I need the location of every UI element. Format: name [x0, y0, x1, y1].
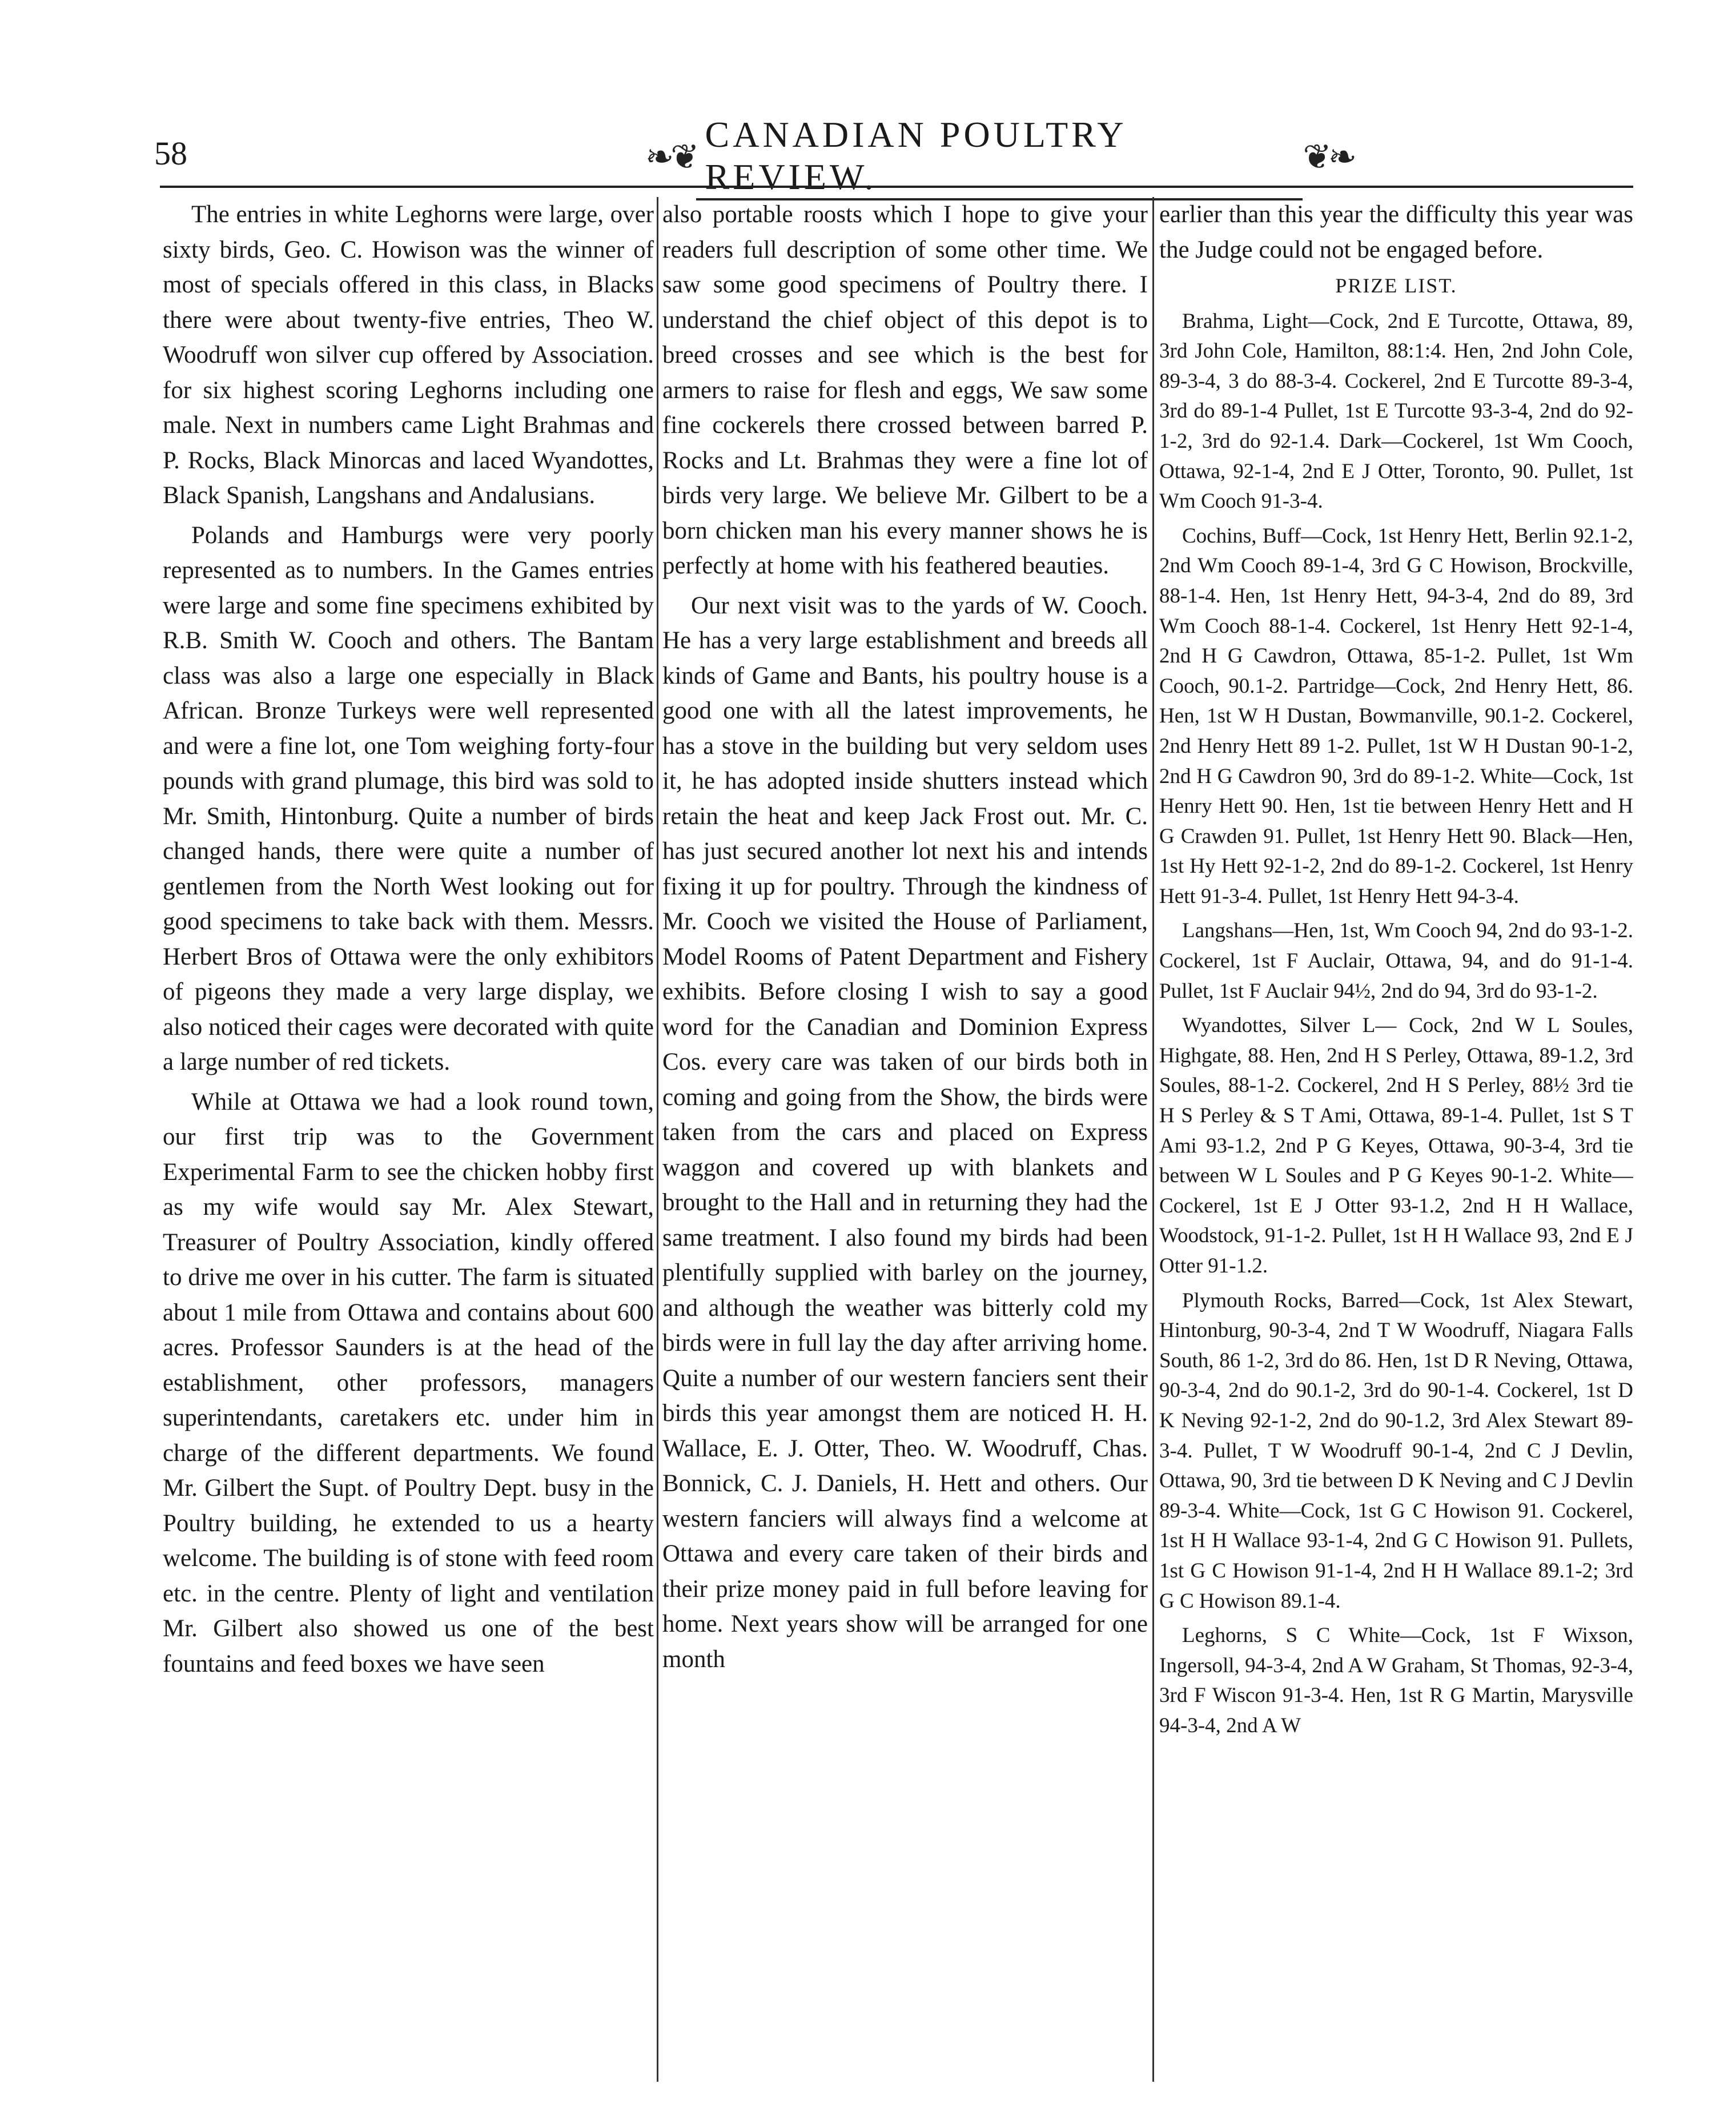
column-divider	[657, 197, 658, 2082]
column-1	[163, 197, 654, 2087]
column-divider	[1152, 197, 1154, 2082]
prize-entry: Wyandottes, Silver L— Cock, 2nd W L Soules, Highgate, 88. Hen, 2nd H S Perley, Ottawa, 89-1.2, 3rd Soules, 88-1-2. Cockerel, 2nd H S Perley, 88½ 3rd tie H S Perley & S T Ami, Ottawa, 89-1-4. Pullet, 1st S T Ami 93-1.2, 2nd P G Keyes, Ottawa, 90-3-4, 3rd tie between W L Soules and P G Keyes 90-1-2. White—Cockerel, 1st E J Otter 93-1.2, 2nd H H Wallace, Woodstock, 91-1-2. Pullet, 1st H H Wallace 93, 2nd E J Otter 91-1.2.	[1159, 1014, 1633, 1278]
column-3	[1159, 197, 1633, 2087]
prize-entry: Plymouth Rocks, Barred—Cock, 1st Alex Stewart, Hintonburg, 90-3-4, 2nd T W Woodruff, Niagara Falls South, 86 1-2, 3rd do 86. Hen, 1st D R Neving, Ottawa, 90-3-4, 2nd do 90.1-2, 3rd do 90-1-4. Cockerel, 1st D K Neving 92-1-2, 2nd do 90-1.2, 3rd Alex Stewart 89-3-4. Pullet, T W Woodruff 90-1-4, 2nd C J Devlin, Ottawa, 90, 3rd tie between D K Neving and C J Devlin 89-3-4. White—Cock, 1st G C Howison 91. Cockerel, 1st H H Wallace 93-1-4, 2nd G C Howison 91. Pullets, 1st G C Howison 91-1-4, 2nd H H Wallace 89.1-2; 3rd G C Howison 89.1-4.	[1159, 1288, 1633, 1613]
header-rule	[160, 186, 1633, 188]
prize-entry: Leghorns, S C White—Cock, 1st F Wixson, Ingersoll, 94-3-4, 2nd A W Graham, St Thomas, 92-3-4, 3rd F Wiscon 91-3-4. Hen, 1st R G Martin, Marysville 94-3-4, 2nd A W	[1159, 1624, 1633, 1737]
paragraph: earlier than this year the difficulty this year was the Judge could not be engaged before.	[1159, 201, 1633, 263]
prize-list-heading: PRIZE LIST.	[1335, 274, 1457, 297]
prize-entry: Cochins, Buff—Cock, 1st Henry Hett, Berlin 92.1-2, 2nd Wm Cooch 89-1-4, 3rd G C Howison, Brockville, 88-1-4. Hen, 1st Henry Hett, 94-3-4, 2nd do 89, 3rd Wm Cooch 88-1-4. Cockerel, 1st Henry Hett 92-1-4, 2nd H G Cawdron, Ottawa, 85-1-2. Pullet, 1st Wm Cooch, 90.1-2. Partridge—Cock, 2nd Henry Hett, 86. Hen, 1st W H Dustan, Bowmanville, 90.1-2. Cockerel, 2nd Henry Hett 89 1-2. Pullet, 1st W H Dustan 90-1-2, 2nd H G Cawdron 90, 3rd do 89-1-2. White—Cock, 1st Henry Hett 90. Hen, 1st tie between Henry Hett and H G Crawden 91. Pullet, 1st Henry Hett 90. Black—Hen, 1st Hy Hett 92-1-2, 2nd do 89-1-2. Cockerel, 1st Henry Hett 91-3-4. Pullet, 1st Henry Hett 94-3-4.	[1159, 524, 1633, 908]
prize-entry: Brahma, Light—Cock, 2nd E Turcotte, Ottawa, 89, 3rd John Cole, Hamilton, 88:1:4. Hen, 2nd John Cole, 89-3-4, 3 do 88-3-4. Cockerel, 2nd E Turcotte 89-3-4, 3rd do 89-1-4 Pullet, 1st E Turcotte 93-3-4, 2nd do 92-1-2, 3rd do 92-1.4. Dark—Cockerel, 1st Wm Cooch, Ottawa, 92-1-4, 2nd E J Otter, Toronto, 90. Pullet, 1st Wm Cooch 91-3-4.	[1159, 309, 1633, 513]
page-number: 58	[154, 135, 187, 172]
page-header	[154, 114, 1650, 197]
paragraph: Our next visit was to the yards of W. Cooch. He has a very large establishment and breeds all kinds of Game and Bants, his poultry house is a good one with all the latest improvements, he has a stove in the building but very seldom uses it, he has adopted inside shutters instead which retain the heat and keep Jack Frost out. Mr. C. has just secured another lot next his and intends fixing it up for poultry. Through the kindness of Mr. Cooch we visited the House of Parliament, Model Rooms of Patent Department and Fishery exhibits. Before closing I wish to say a good word for the Canadian and Dominion Express Cos. every care was taken of our birds both in coming and going from the Show, the birds were taken from the cars and placed on Express waggon and covered up with blankets and brought to the Hall and in returning they had the same treatment. I also found my birds had been plentifully supplied with barley on the journey, and although the weather was bitterly cold my birds were in full lay the day after arriving home. Quite a number of our western fanciers sent their birds this year amongst them are noticed H. H. Wallace, E. J. Otter, Theo. W. Woodruff, Chas. Bonnick, C. J. Daniels, H. Hett and others. Our western fanciers will always find a welcome at Ottawa and every care taken of their birds and their prize money paid in full before leaving for home. Next years show will be arranged for one month	[662, 592, 1148, 1673]
ornament-right-icon: ❦❧	[1303, 137, 1353, 177]
masthead-title: CANADIAN POULTRY REVIEW.	[696, 114, 1303, 200]
masthead	[645, 114, 1353, 197]
paragraph: While at Ottawa we had a look round town, our first trip was to the Government Experimental Farm to see the chicken hobby first as my wife would say Mr. Alex Stewart, Treasurer of Poultry Association, kindly offered to drive me over in his cutter. The farm is situated about 1 mile from Ottawa and contains about 600 acres. Professor Saunders is at the head of the establishment, other professors, managers superintendants, caretakers etc. under him in charge of the different departments. We found Mr. Gilbert the Supt. of Poultry Dept. busy in the Poultry building, he extended to us a hearty welcome. The building is of stone with feed room etc. in the centre. Plenty of light and ventilation Mr. Gilbert also showed us one of the best fountains and feed boxes we have seen	[163, 1088, 654, 1677]
ornament-left-icon: ❧❦	[645, 137, 696, 177]
column-2	[662, 197, 1148, 2087]
paragraph: Polands and Hamburgs were very poorly represented as to numbers. In the Games entries were large and some fine specimens exhibited by R.B. Smith W. Cooch and others. The Bantam class was also a large one especially in Black African. Bronze Turkeys were well represented and were a fine lot, one Tom weighing forty-four pounds with grand plumage, this bird was sold to Mr. Smith, Hintonburg. Quite a number of birds changed hands, there were quite a number of gentlemen from the North West looking out for good specimens to take back with them. Messrs. Herbert Bros of Ottawa were the only exhibitors of pigeons they made a very large display, we also noticed their cages were decorated with quite a large number of red tickets.	[163, 521, 654, 1075]
prize-entry: Langshans—Hen, 1st, Wm Cooch 94, 2nd do 93-1-2. Cockerel, 1st F Auclair, Ottawa, 94, and do 91-1-4. Pullet, 1st F Auclair 94½, 2nd do 94, 3rd do 93-1-2.	[1159, 919, 1633, 1003]
paragraph: also portable roosts which I hope to give your readers full description of some other time. We saw some good specimens of Poultry there. I understand the chief object of this depot is to breed crosses and see which is the best for armers to raise for flesh and eggs, We saw some fine cockerels there crossed between barred P. Rocks and Lt. Brahmas they were a fine lot of birds very large. We believe Mr. Gilbert to be a born chicken man his every manner shows he is perfectly at home with his feathered beauties.	[662, 201, 1148, 579]
paragraph: The entries in white Leghorns were large, over sixty birds, Geo. C. Howison was the winner of most of specials offered in this class, in Blacks there were about twenty-five entries, Theo W. Woodruff won silver cup offered by Association. for six highest scoring Leghorns including one male. Next in numbers came Light Brahmas and P. Rocks, Black Minorcas and laced Wyandottes, Black Spanish, Langshans and Andalusians.	[163, 201, 654, 509]
